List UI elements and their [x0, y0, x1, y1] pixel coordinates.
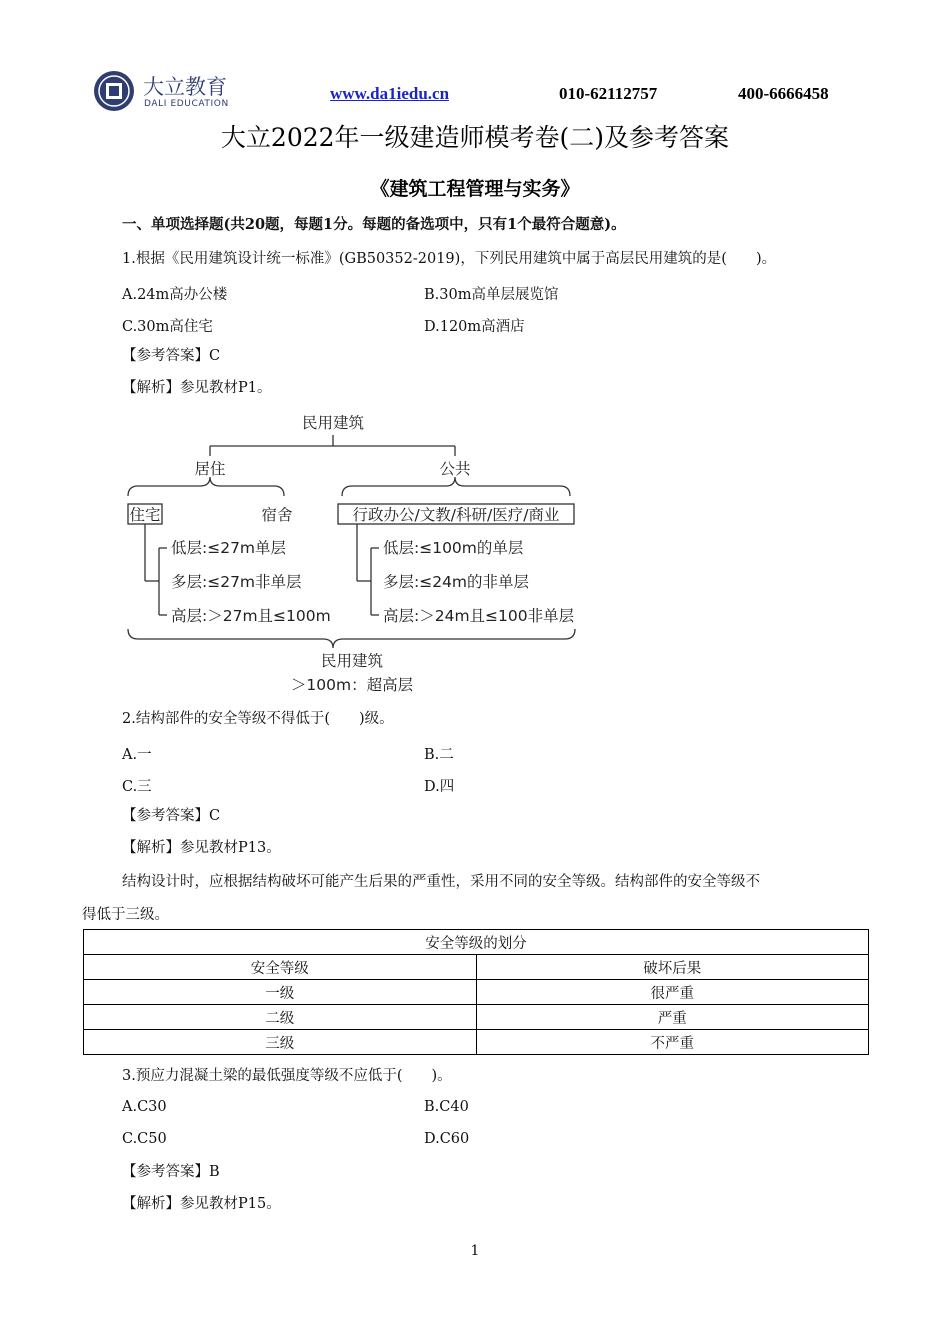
- q2-option-c: C.三: [122, 779, 152, 795]
- diagram-public-types: 行政办公/文教/科研/医疗/商业: [352, 506, 560, 524]
- q2-option-b: B.二: [424, 747, 454, 763]
- safety-level-table: [83, 929, 869, 1055]
- subject-title: 《建筑工程管理与实务》: [370, 178, 580, 200]
- diagram-residential-branch: 居住: [194, 460, 226, 478]
- table-cell: 三级: [84, 1030, 477, 1055]
- q1-option-a: A.24m高办公楼: [122, 287, 228, 303]
- diagram-bottom-label: 民用建筑: [320, 652, 384, 670]
- question-1-stem: 1.根据《民用建筑设计统一标准》(GB50352-2019)，下列民用建筑中属于高层民用建筑的是( )。: [122, 251, 777, 267]
- q3-option-a: A.C30: [122, 1099, 167, 1115]
- brand-name: 大立教育: [143, 75, 227, 99]
- diagram-root: 民用建筑: [301, 414, 365, 432]
- table-caption: 安全等级的划分: [84, 930, 869, 955]
- table-cell: 严重: [476, 1005, 869, 1030]
- q3-option-c: C.C50: [122, 1131, 167, 1147]
- q1-option-b: B.30m高单层展览馆: [424, 287, 559, 303]
- q2-analysis: 【解析】参见教材P13。: [122, 840, 281, 856]
- diagram-public-branch: 公共: [439, 460, 471, 478]
- q1-option-d: D.120m高酒店: [424, 319, 525, 335]
- table-header-row: [84, 955, 869, 980]
- logo: [93, 70, 233, 114]
- q3-answer: 【参考答案】B: [122, 1164, 220, 1180]
- q3-option-b: B.C40: [424, 1099, 469, 1115]
- logo-emblem-icon: [93, 70, 137, 114]
- diagram-res-low: 低层:≤27m单层: [171, 539, 287, 557]
- question-3-stem: 3.预应力混凝土梁的最低强度等级不应低于( )。: [122, 1068, 452, 1084]
- building-classification-diagram: [120, 408, 590, 700]
- phone-number-2: 400-6666458: [738, 84, 829, 103]
- website-link[interactable]: www.da1iedu.cn: [330, 84, 450, 103]
- diagram-res-multi: 多层:≤27m非单层: [171, 573, 302, 591]
- table-header-cell: 安全等级: [84, 955, 477, 980]
- table-cell: 不严重: [476, 1030, 869, 1055]
- q2-explanation-line-1: 结构设计时，应根据结构破坏可能产生后果的严重性，采用不同的安全等级。结构部件的安全等级不: [122, 874, 760, 890]
- table-cell: 一级: [84, 980, 477, 1005]
- q2-option-a: A.一: [122, 747, 152, 763]
- q1-option-c: C.30m高住宅: [122, 319, 213, 335]
- phone-number-1: 010-62112757: [559, 84, 658, 103]
- table-header-cell: 破坏后果: [476, 955, 869, 980]
- q2-option-d: D.四: [424, 779, 455, 795]
- q2-answer: 【参考答案】C: [122, 808, 221, 824]
- page-title: 大立2022年一级建造师模考卷(二)及参考答案: [220, 123, 730, 152]
- diagram-bottom-note: ＞100m：超高层: [290, 676, 414, 694]
- q1-analysis: 【解析】参见教材P1。: [122, 380, 272, 396]
- diagram-pub-high: 高层:＞24m且≤100非单层: [383, 607, 575, 625]
- diagram-residential-house: 住宅: [129, 506, 161, 524]
- brand-english: DALI EDUCATION: [144, 99, 229, 109]
- table-row: [84, 980, 869, 1005]
- q1-answer: 【参考答案】C: [122, 348, 221, 364]
- q3-option-d: D.C60: [424, 1131, 470, 1147]
- diagram-res-high: 高层:＞27m且≤100m: [171, 607, 331, 625]
- table-row: [84, 1030, 869, 1055]
- page-number: 1: [470, 1243, 480, 1259]
- table-cell: 很严重: [476, 980, 869, 1005]
- q3-analysis: 【解析】参见教材P15。: [122, 1196, 281, 1212]
- diagram-pub-multi: 多层:≤24m的非单层: [383, 573, 530, 591]
- table-row: [84, 1005, 869, 1030]
- diagram-pub-low: 低层:≤100m的单层: [383, 539, 524, 557]
- table-cell: 二级: [84, 1005, 477, 1030]
- q2-explanation-line-2: 得低于三级。: [82, 907, 169, 923]
- question-2-stem: 2.结构部件的安全等级不得低于( )级。: [122, 711, 394, 727]
- section-heading: 一、单项选择题(共20题，每题1分。每题的备选项中，只有1个最符合题意)。: [122, 216, 626, 233]
- diagram-dormitory: 宿舍: [261, 506, 293, 524]
